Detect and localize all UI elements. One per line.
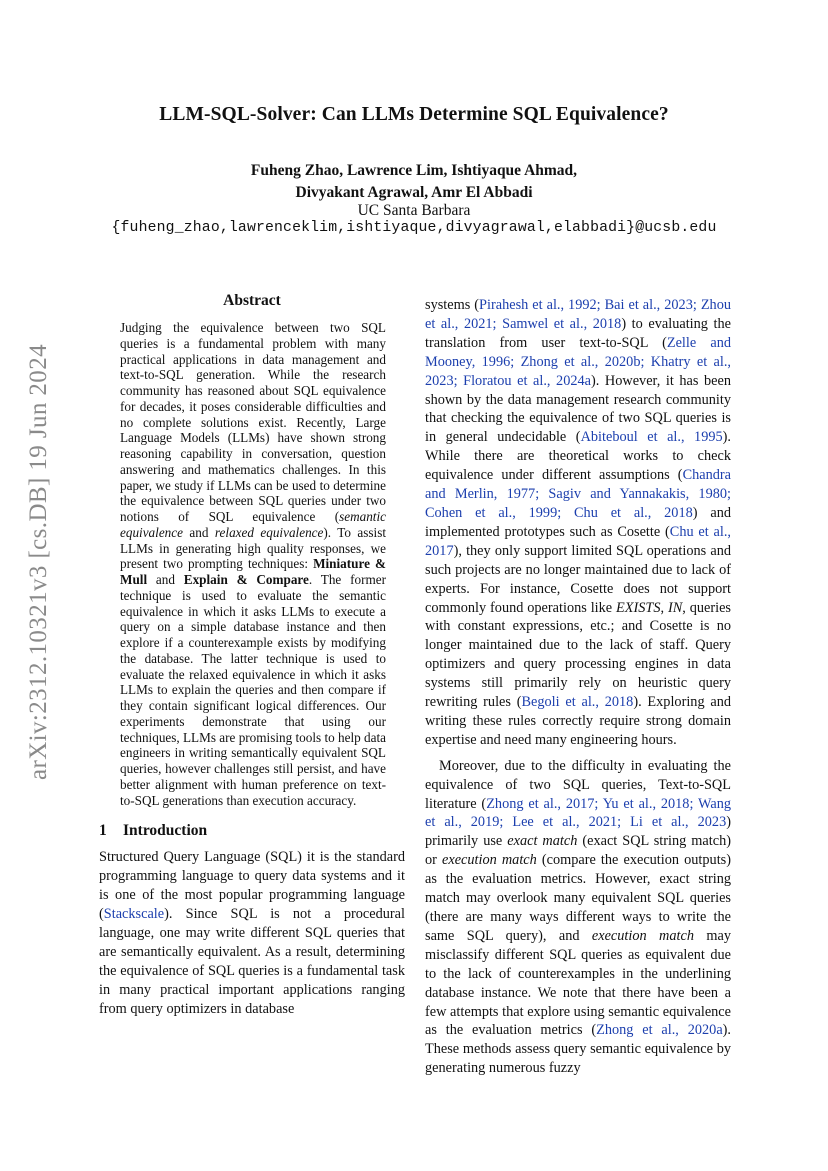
execution-match-term: execution match [591,927,694,944]
in-keyword: IN [667,599,683,616]
citation-link[interactable]: Zhong et al., 2020a [596,1022,723,1039]
affiliation: UC Santa Barbara [357,202,471,219]
intro-paragraph-1: Structured Query Language (SQL) it is the standard programming language to query data systems and it is one of the most popular programming language (Stackscale). Since SQL is not a procedural language, one may write different SQL queries that are semantically equivalent. As a result, determining the equivalence of SQL queries is a fundamental task in many practical important applications ranging from query optimizers in database [99,849,405,1017]
citation-link[interactable]: Chu et al., 2017 [425,523,732,559]
relaxed-equivalence-term: relaxed equivalence [214,524,324,540]
paper-title: LLM-SQL-Solver: Can LLMs Determine SQL Equivalence? [159,104,669,125]
author-emails: {fuheng_zhao,lawrenceklim,ishtiyaque,divyagrawal,elabbadi}@ucsb.edu [111,220,717,236]
citation-link[interactable]: Pirahesh et al., 1992; Bai et al., 2023; Zhou et al., 2021; Samwel et al., 2018 [425,297,731,332]
left-column [99,292,405,1018]
section-heading-introduction [99,822,405,840]
abstract-text: Judging the equivalence between two SQL queries is a fundamental problem with many practical applications in data management and text-to-SQL generation. While the research community has reasoned about SQL equivalence for decades, it poses considerable difficulties and no complete solutions exist. Recently, Large Language Models (LLMs) have shown strong reasoning capability in conversation, question answering and mathematics challenges. In this paper, we study if LLMs can be used to determine the equivalence between SQL queries under two notions of SQL equivalence (semantic equivalence and relaxed equivalence). To assist LLMs in generating high quality responses, we present two prompting techniques: Miniature & Mull and Explain & Compare. The former technique is used to evaluate the semantic equivalence in which it asks LLMs to execute a query on a simple database instance and then explore if a counterexample exists by modifying the database. The latter technique is used to evaluate the relaxed equivalence in which it asks LLMs to explain the queries and then compare if they contain significant logical differences. Our experiments demonstrate that using our techniques, LLMs are promising tools to help data engineers in writing semantically equivalent SQL queries, however challenges still persist, and have better alignment with human preference on text-to-SQL generations than execution accuracy. [120,320,386,808]
citation-link[interactable]: Begoli et al., 2018 [521,694,634,711]
authors-line-2: Divyakant Agrawal, Amr El Abbadi [295,184,533,201]
semantic-equivalence-term: semantic equivalence [120,509,386,540]
arxiv-stamp: arXiv:2312.10321v3 [cs.DB] 19 Jun 2024 [25,343,53,781]
author-list [0,160,828,204]
exists-keyword: EXISTS [616,599,661,616]
miniature-mull-term: Miniature & Mull [120,556,386,587]
intro-paragraph-2: systems (Pirahesh et al., 1992; Bai et al., 2023; Zhou et al., 2021; Samwel et al., 2018) to evaluating the translation from user text-to-SQL (Zelle and Mooney, 1996; Zhong et al., 2020b; Khatry et al., 2023; Floratou et al., 2024a). However, it has been shown by the data management research community that checking the equivalence of two SQL queries is in general undecidable (Abiteboul et al., 1995). While there are theoretical works to check equivalence under different assumptions (Chandra and Merlin, 1977; Sagiv and Yannakakis, 1980; Cohen et al., 1999; Chu et al., 2018) and implemented prototypes such as Cosette (Chu et al., 2017), they only support limited SQL operations and such projects are no longer maintained due to lack of experts. For instance, Cosette does not support commonly found operations like EXISTS, IN, queries with constant expressions, etc.; and Cosette is no longer maintained due to the lack of staff. Query optimizers and query processing engines in data systems still primarily rely on heuristic query rewriting rules (Begoli et al., 2018). Exploring and writing these rules correctly require strong domain expertise and need many engineering hours. [425,297,732,748]
citation-link[interactable]: Zhong et al., 2017; Yu et al., 2018; Wang et al., 2019; Lee et al., 2021; Li et al., 2023 [425,795,731,831]
citation-link[interactable]: Stackscale [103,905,165,922]
exact-match-term: exact match [507,833,578,850]
explain-compare-term: Explain & Compare [183,572,309,587]
citation-link[interactable]: Zelle and Mooney, 1996; Zhong et al., 2020b; Khatry et al., 2023; Floratou et al., 2024a [425,334,731,389]
citation-link[interactable]: Abiteboul et al., 1995 [580,429,723,446]
right-column [425,296,731,1078]
arxiv-sidebar [14,272,64,852]
section-number: 1 [99,822,107,840]
citation-link[interactable]: Chandra and Merlin, 1977; Sagiv and Yannakakis, 1980; Cohen et al., 1999; Chu et al., 2018 [425,467,731,521]
abstract-heading: Abstract [223,292,281,309]
execution-match-term: execution match [442,852,537,869]
section-title: Introduction [123,822,208,840]
authors-line-1: Fuheng Zhao, Lawrence Lim, Ishtiyaque Ahmad, [250,162,578,179]
intro-paragraph-3: Moreover, due to the difficulty in evaluating the equivalence of two SQL queries, Text-to-SQL literature (Zhong et al., 2017; Yu et al., 2018; Wang et al., 2019; Lee et al., 2021; Li et al., 2023) primarily use exact match (exact SQL string match) or execution match (compare the execution outputs) as the evaluation metrics. However, exact string match may overlook many equivalent SQL queries (there are many ways different ways to write the same SQL query), and execution match may misclassify different SQL queries as equivalent due to the lack of counterexamples in the underlining database instance. We note that there have been a few attempts that explore using semantic equivalence as the evaluation metrics (Zhong et al., 2020a). These methods assess query semantic equivalence by generating numerous fuzzy [425,757,732,1077]
